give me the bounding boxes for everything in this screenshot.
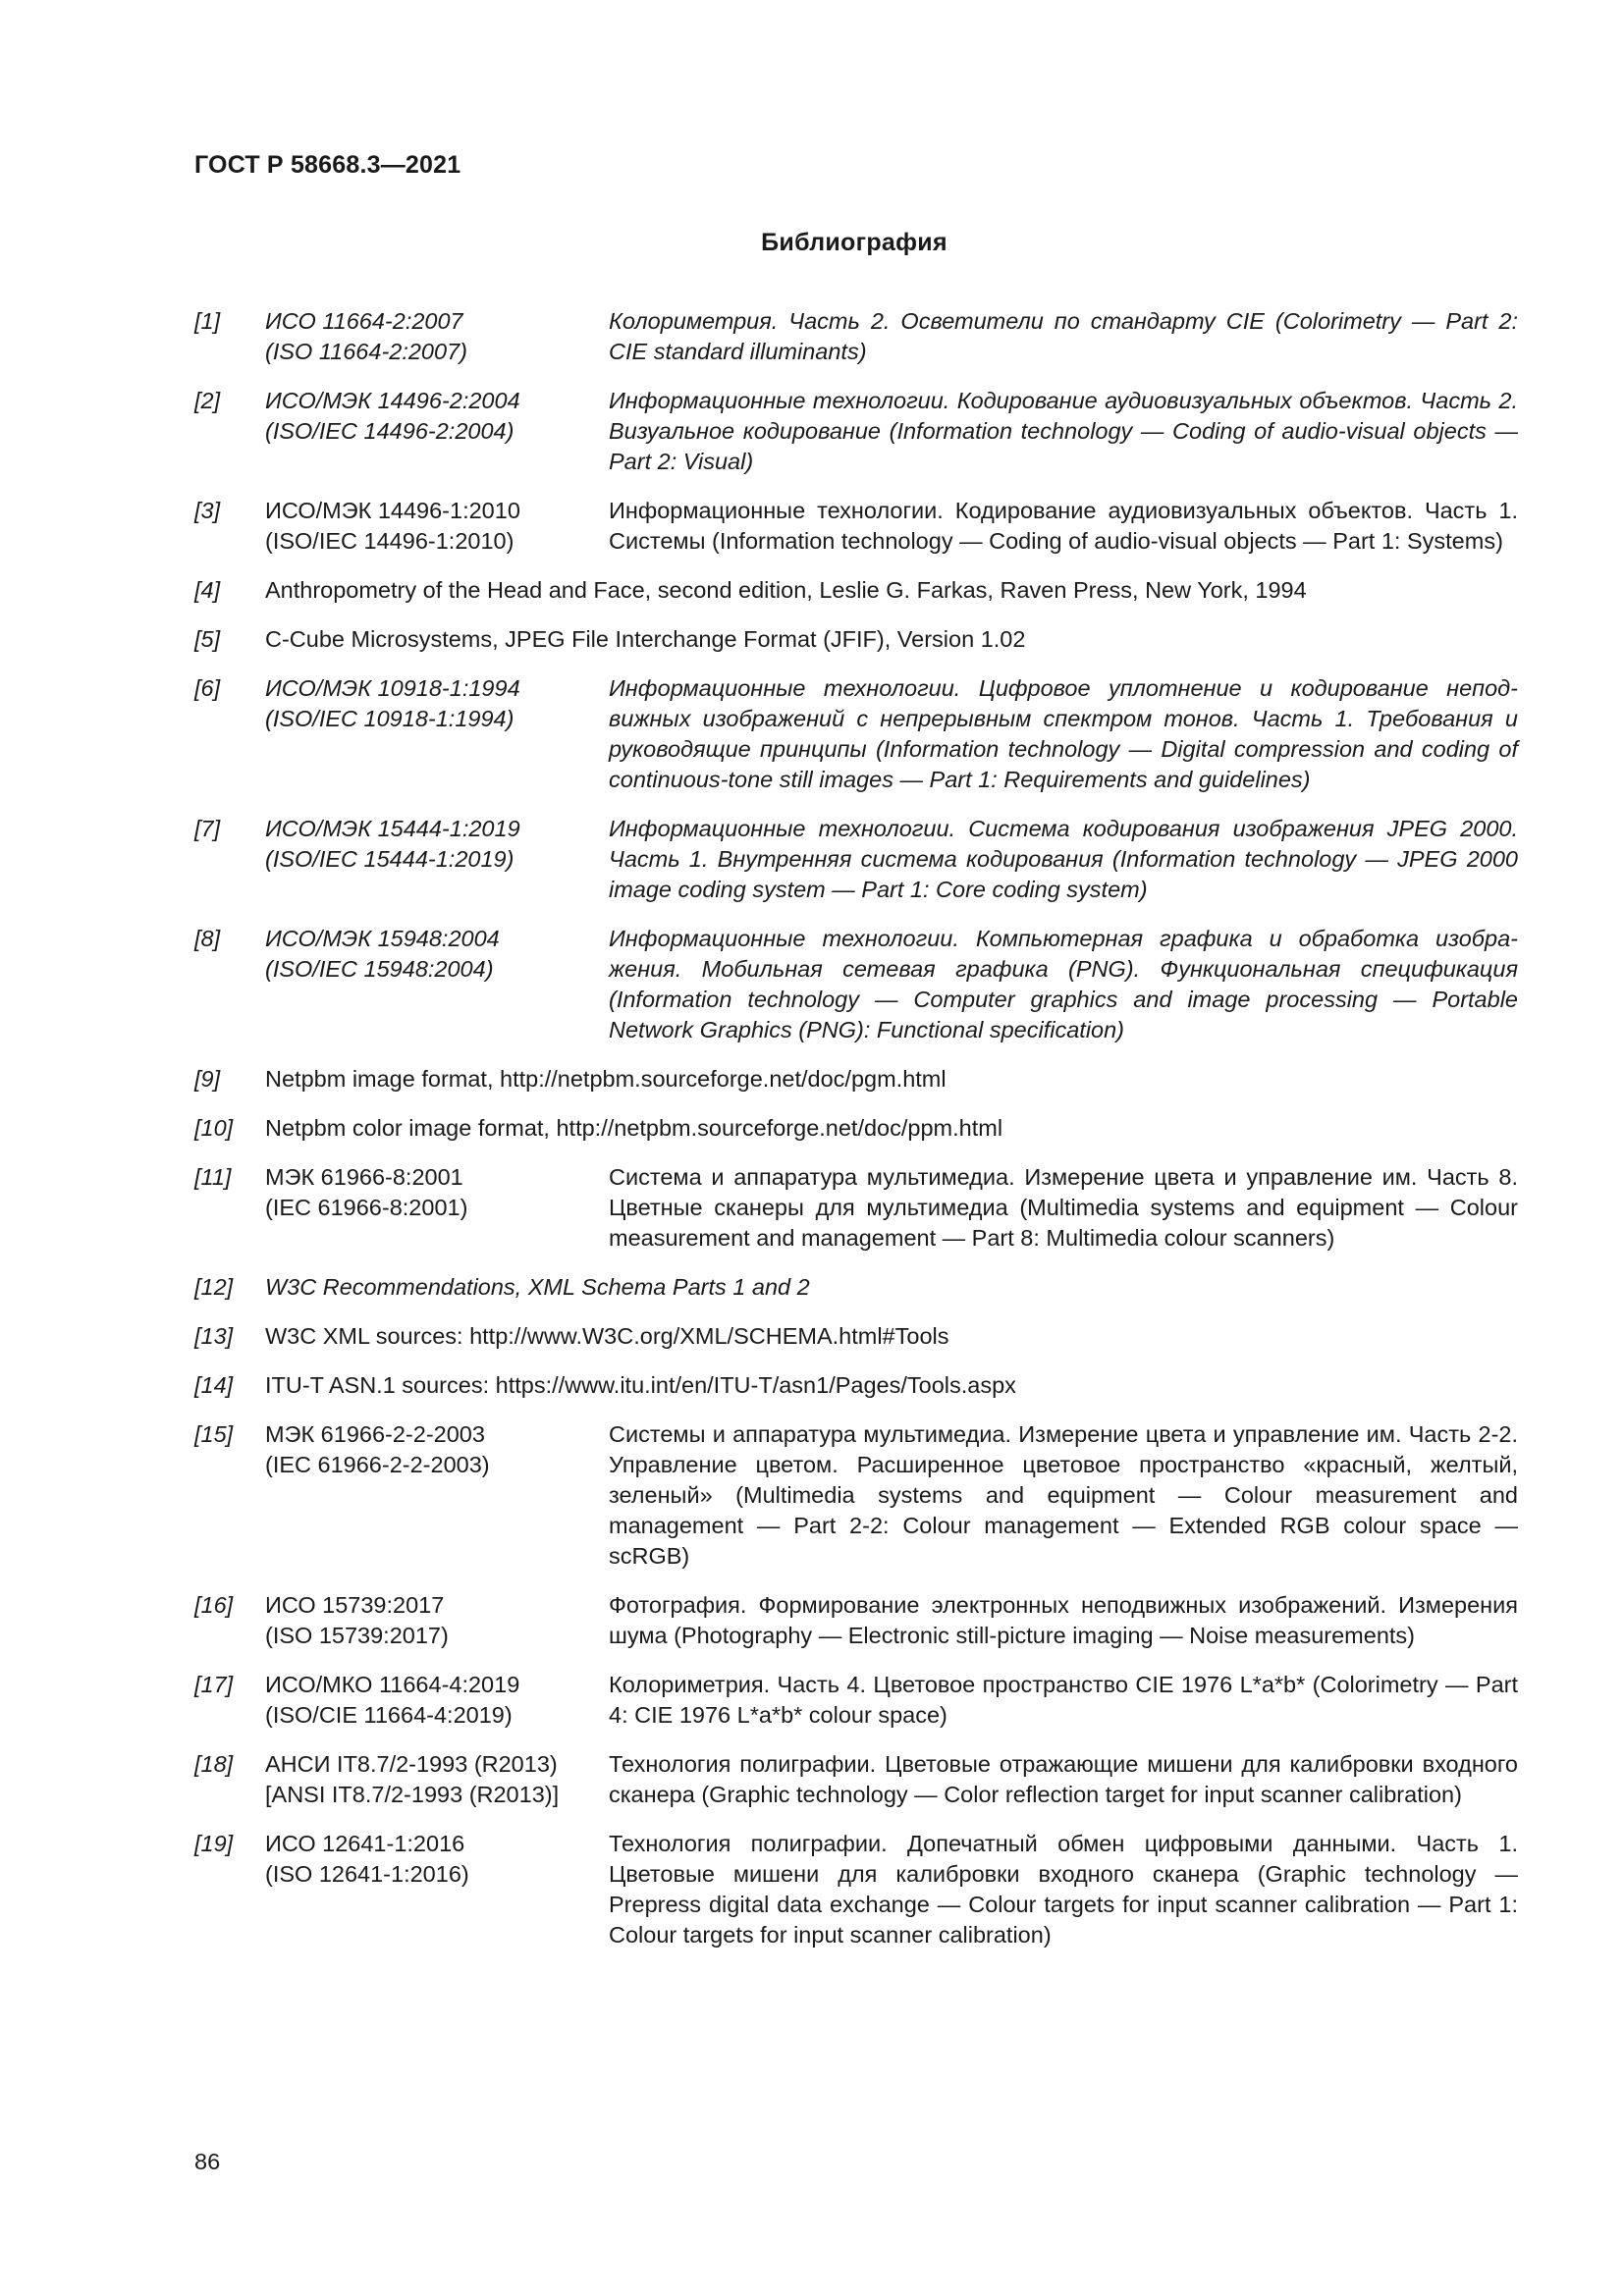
bib-entry-code-en: (ISO/IEC 14496-1:2010) [265, 528, 514, 554]
bib-entry-text: W3C Recommendations, XML Schema Parts 1 and 2 [265, 1274, 810, 1300]
bib-entry-text: C-Cube Microsystems, JPEG File Interchange Format (JFIF), Version 1.02 [265, 626, 1026, 652]
bib-entry-code [265, 386, 609, 477]
bib-entry-text: W3C XML sources: http://www.W3C.org/XML/SCHEMA.html#Tools [265, 1323, 949, 1349]
bib-entry [194, 924, 1518, 1045]
bib-entry-code-ru: ИСО/МЭК 15948:2004 [265, 926, 500, 951]
bib-entry-number: [2] [194, 388, 221, 413]
bib-entry [194, 575, 1518, 606]
bib-entry-code-ru: ИСО 15739:2017 [265, 1592, 445, 1618]
bib-entry [194, 1670, 1518, 1731]
bib-entry-code-en: (ISO 12641-1:2016) [265, 1861, 469, 1887]
bib-entry-number: [12] [194, 1274, 234, 1300]
bib-entry-code-en: (ISO/IEC 15444-1:2019) [265, 846, 514, 872]
bib-entry-code [265, 1749, 609, 1810]
bib-entry-number: [6] [194, 675, 221, 701]
bib-entry-number: [19] [194, 1831, 234, 1856]
bib-entry [194, 1419, 1518, 1572]
bib-entry-code-en: (IEC 61966-8:2001) [265, 1195, 468, 1220]
bib-entry-title: Информационные технологии. Кодирование аудиовизуальных объектов. Часть 2. Визуальное кодирование (Information technology — Coding of audio-visual objects — Part 2: Visual) [609, 388, 1518, 474]
bib-entry-code-ru: ИСО 11664-2:2007 [265, 308, 463, 334]
bib-entry-code [265, 924, 609, 1045]
bib-entry [194, 1162, 1518, 1254]
bib-entry [194, 1321, 1518, 1352]
bib-entry-text: Netpbm image format, http://netpbm.sourceforge.net/doc/pgm.html [265, 1066, 947, 1092]
bib-entry-code-en: [ANSI IT8.7/2-1993 (R2013)] [265, 1782, 560, 1807]
bib-entry-number: [18] [194, 1751, 234, 1777]
bib-entry-code [265, 1829, 609, 1950]
bib-entry-code-en: (ISO/IEC 15948:2004) [265, 956, 494, 982]
bib-entry-code-ru: ИСО/МКО 11664-4:2019 [265, 1672, 520, 1697]
bib-entry [194, 1829, 1518, 1950]
bib-entry-code-en: (ISO/IEC 14496-2:2004) [265, 418, 514, 444]
bib-entry [194, 1590, 1518, 1651]
bib-entry-number: [4] [194, 577, 221, 603]
bib-entry-number: [17] [194, 1672, 234, 1697]
bib-entry [194, 673, 1518, 795]
bib-entry-title: Информационные технологии. Кодирование аудиовизуальных объектов. Часть 1. Системы (Information technology — Coding of audio-visual objects — Part 1: Systems) [609, 498, 1518, 554]
bib-entry-number: [16] [194, 1592, 234, 1618]
bib-entry-code-en: (ISO/IEC 10918-1:1994) [265, 706, 514, 731]
bib-entry-title: Информационные технологии. Цифровое уплотнение и кодирование неподвижных изображений с непрерывным спектром тонов. Часть 1. Требования и руководящие принципы (Information technology — Digital compression and coding of continuous-tone still images — Part 1: Requirements and guidelines) [609, 675, 1518, 792]
bib-entry-title: Информационные технологии. Компьютерная графика и обработка изображения. Мобильная сетевая графика (PNG). Функциональная спецификация (Information technology — Computer graphics and image processing — Portable Network Graphics (PNG): Functional specification) [609, 926, 1518, 1042]
bib-entry-title: Колориметрия. Часть 2. Осветители по стандарту CIE (Colorimetry — Part 2: CIE standard illuminants) [609, 308, 1518, 364]
bib-entry [194, 386, 1518, 477]
bib-entry-title: Технология полиграфии. Допечатный обмен цифровыми данными. Часть 1. Цветовые мишени для калибровки входного сканера (Graphic technology — Prepress digital data exchange — Colour targets for input scanner calibration — Part 1: Colour targets for input scanner calibration) [609, 1831, 1518, 1948]
bib-entry-title: Технология полиграфии. Цветовые отражающие мишени для калибровки входного сканера (Graphic technology — Color reflection target for input scanner calibration) [609, 1751, 1518, 1807]
bib-entry [194, 1370, 1518, 1401]
bib-entry-code [265, 1590, 609, 1651]
bib-entry-code-ru: МЭК 61966-2-2-2003 [265, 1421, 485, 1447]
bib-entry-code-en: (ISO 15739:2017) [265, 1623, 449, 1648]
bib-entry-code [265, 814, 609, 905]
bib-entry-number: [11] [194, 1164, 232, 1190]
bibliography-list [194, 306, 1518, 1969]
bib-entry-number: [5] [194, 626, 221, 652]
page-number: 86 [194, 2149, 221, 2174]
bib-entry-code [265, 1162, 609, 1254]
bib-entry-number: [7] [194, 816, 221, 841]
bib-entry-code [265, 496, 609, 557]
bib-entry-code-en: (ISO 11664-2:2007) [265, 339, 467, 364]
bib-entry-number: [14] [194, 1372, 234, 1398]
bib-entry-text: Netpbm color image format, http://netpbm.sourceforge.net/doc/ppm.html [265, 1115, 1003, 1141]
bib-entry-title: Система и аппаратура мультимедиа. Измерение цвета и управление им. Часть 8. Цветные сканеры для мультимедиа (Multimedia systems and equipment — Colour measurement and management — Part 8: Multimedia colour scanners) [609, 1164, 1518, 1251]
bib-entry-number: [10] [194, 1115, 234, 1141]
bib-entry [194, 1064, 1518, 1095]
bib-entry-code-ru: АНСИ IT8.7/2-1993 (R2013) [265, 1751, 558, 1777]
bib-entry-number: [8] [194, 926, 221, 951]
bib-entry-number: [15] [194, 1421, 234, 1447]
bib-entry-code [265, 306, 609, 367]
page-title: Библиография [761, 229, 947, 256]
bib-entry [194, 306, 1518, 367]
bib-entry-title: Колориметрия. Часть 4. Цветовое пространство CIE 1976 L*a*b* (Colorimetry — Part 4: CIE 1976 L*a*b* colour space) [609, 1672, 1518, 1728]
bib-entry-code [265, 673, 609, 795]
bib-entry-code [265, 1419, 609, 1572]
bib-entry [194, 1749, 1518, 1810]
bib-entry-text: ITU-T ASN.1 sources: https://www.itu.int/en/ITU-T/asn1/Pages/Tools.aspx [265, 1372, 1016, 1398]
bib-entry-number: [3] [194, 498, 221, 523]
bib-entry-code-ru: МЭК 61966-8:2001 [265, 1164, 463, 1190]
bib-entry-title: Информационные технологии. Система кодирования изображения JPEG 2000. Часть 1. Внутренняя система кодирования (Information technology — JPEG 2000 image coding system — Part 1: Core coding system) [609, 816, 1518, 902]
document-code: ГОСТ Р 58668.3—2021 [194, 151, 461, 179]
bib-entry-text: Anthropometry of the Head and Face, second edition, Leslie G. Farkas, Raven Press, New York, 1994 [265, 577, 1307, 603]
bib-entry-number: [1] [194, 308, 221, 334]
bib-entry-code-ru: ИСО/МЭК 15444-1:2019 [265, 816, 520, 841]
bib-entry-code [265, 1670, 609, 1731]
bib-entry-title: Фотография. Формирование электронных неподвижных изображений. Измерения шума (Photography — Electronic still-picture imaging — Noise measurements) [609, 1592, 1518, 1648]
bib-entry-code-ru: ИСО/МЭК 10918-1:1994 [265, 675, 520, 701]
bib-entry-number: [9] [194, 1066, 221, 1092]
bib-entry [194, 1272, 1518, 1303]
bib-entry-code-ru: ИСО 12641-1:2016 [265, 1831, 465, 1856]
bib-entry-code-en: (ISO/CIE 11664-4:2019) [265, 1702, 513, 1728]
bib-entry [194, 624, 1518, 655]
bib-entry-title: Системы и аппаратура мультимедиа. Измерение цвета и управление им. Часть 2-2. Управление цветом. Расширенное цветовое пространство «красный, желтый, зеленый» (Multimedia systems and equipment — Colour measurement and management — Part 2-2: Colour management — Extended RGB colour space — scRGB) [609, 1421, 1518, 1569]
bib-entry-code-ru: ИСО/МЭК 14496-2:2004 [265, 388, 520, 413]
bib-entry [194, 1113, 1518, 1144]
bib-entry-code-ru: ИСО/МЭК 14496-1:2010 [265, 498, 520, 523]
bib-entry [194, 814, 1518, 905]
bib-entry-code-en: (IEC 61966-2-2-2003) [265, 1452, 490, 1477]
bib-entry [194, 496, 1518, 557]
bib-entry-number: [13] [194, 1323, 234, 1349]
